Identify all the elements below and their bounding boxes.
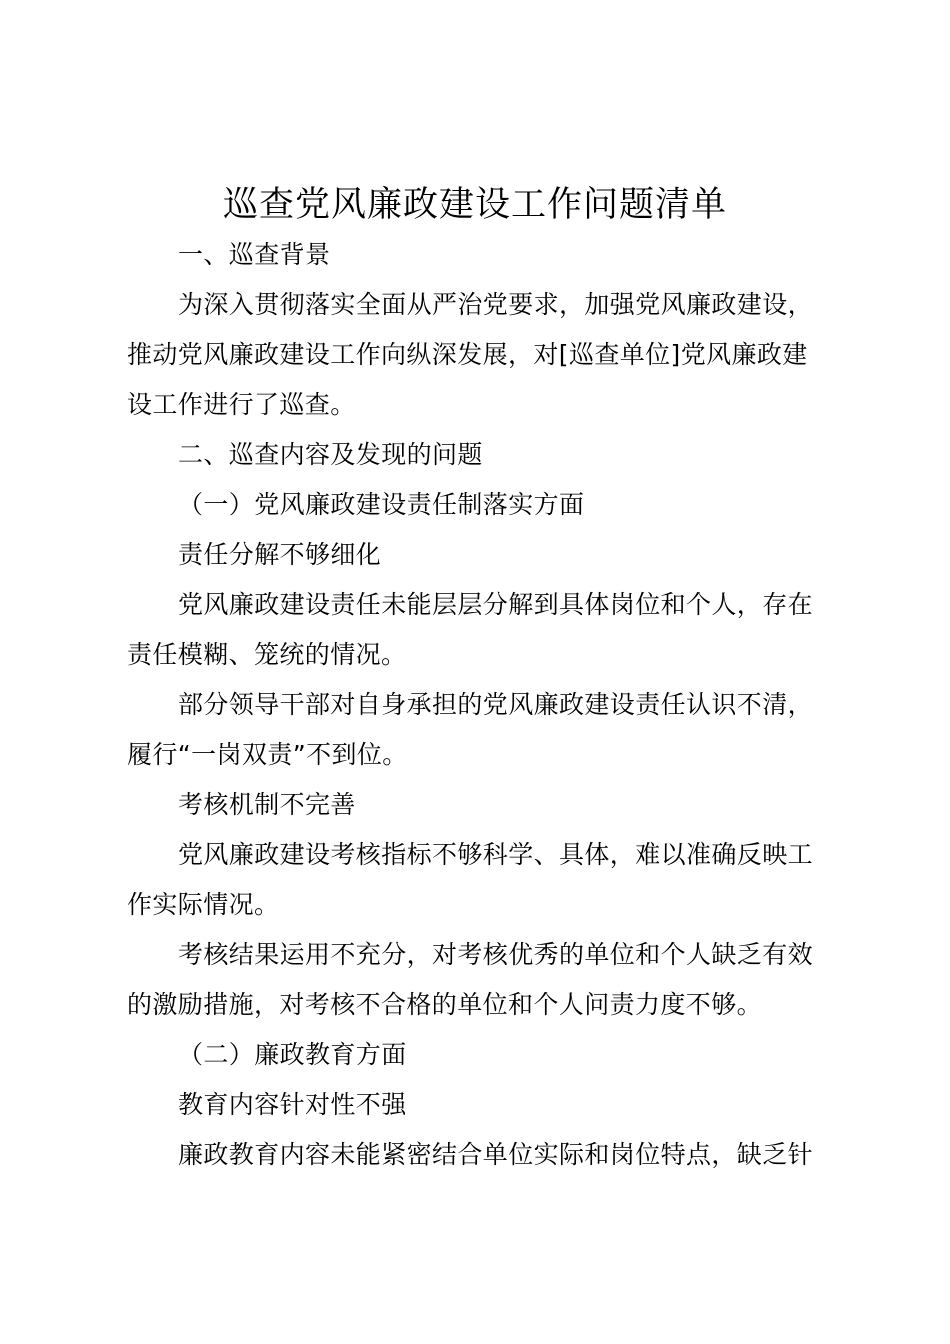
section-heading-background: 一、巡查背景 [178, 240, 331, 269]
item-heading: 考核机制不完善 [178, 790, 356, 819]
subsection-heading-education: （二）廉政教育方面 [178, 1040, 407, 1069]
paragraph-line: 的激励措施，对考核不合格的单位和个人问责力度不够。 [127, 990, 763, 1019]
item-heading: 责任分解不够细化 [178, 540, 382, 569]
paragraph-line: 设工作进行了巡查。 [127, 390, 356, 419]
paragraph-line: 责任模糊、笼统的情况。 [127, 640, 407, 669]
item-heading: 教育内容针对性不强 [178, 1090, 407, 1119]
section-heading-content: 二、巡查内容及发现的问题 [178, 440, 483, 469]
paragraph-line: 作实际情况。 [127, 890, 280, 919]
paragraph-line: 廉政教育内容未能紧密结合单位实际和岗位特点，缺乏针 [178, 1140, 814, 1169]
paragraph-line: 推动党风廉政建设工作向纵深发展，对[巡查单位]党风廉政建 [127, 340, 808, 369]
paragraph-line: 党风廉政建设考核指标不够科学、具体，难以准确反映工 [178, 840, 814, 869]
document-title: 巡查党风廉政建设工作问题清单 [222, 185, 727, 225]
paragraph-line: 考核结果运用不充分，对考核优秀的单位和个人缺乏有效 [178, 940, 814, 969]
paragraph-line: 部分领导干部对自身承担的党风廉政建设责任认识不清， [178, 690, 814, 719]
subsection-heading-responsibility: （一）党风廉政建设责任制落实方面 [178, 490, 585, 519]
paragraph-line: 为深入贯彻落实全面从严治党要求，加强党风廉政建设， [178, 290, 814, 319]
paragraph-line: 党风廉政建设责任未能层层分解到具体岗位和个人，存在 [178, 590, 814, 619]
paragraph-line: 履行“一岗双责”不到位。 [127, 740, 408, 769]
